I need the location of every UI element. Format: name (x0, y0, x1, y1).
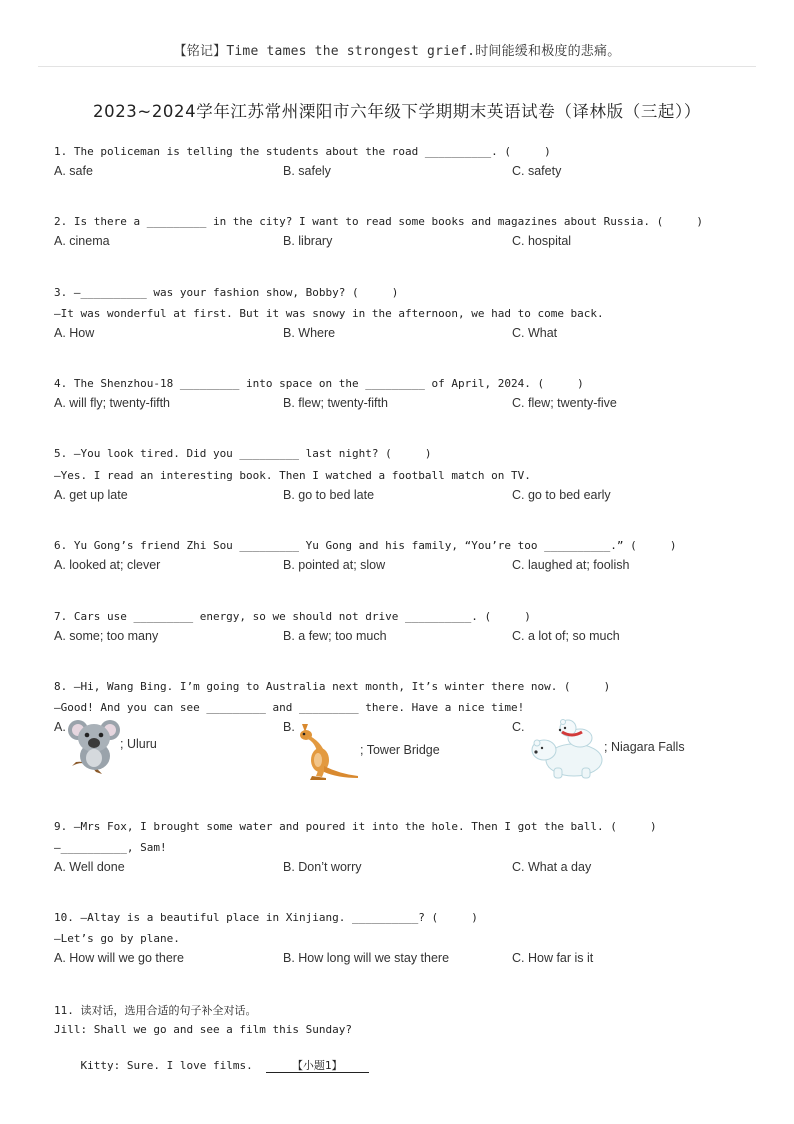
question-stem: 2. Is there a _________ in the city? I want to read some books and magazines about Russia. ( ) (54, 215, 704, 228)
question-stem: 7. Cars use _________ energy, so we should not drive __________. ( ) (54, 610, 531, 623)
koala-image (66, 716, 122, 776)
option-c: C. flew; twenty-five (512, 396, 617, 410)
option-c: C. safety (512, 164, 562, 178)
dialogue-instruction: 11. 读对话，选用合适的句子补全对话。 (54, 1004, 257, 1017)
dialogue-line-jill: Jill: Shall we go and see a film this Sunday? (54, 1023, 353, 1036)
option-c-caption: ; Niagara Falls (604, 740, 685, 754)
option-b: B. pointed at; slow (283, 558, 386, 572)
question-stem: 5. —You look tired. Did you _________ last night? ( ) (54, 447, 432, 460)
option-b: B. How long will we stay there (283, 951, 450, 965)
option-b: B. go to bed late (283, 488, 375, 502)
option-b-caption: ; Tower Bridge (360, 743, 440, 757)
header-divider (38, 66, 756, 67)
option-a: A. get up late (54, 488, 128, 502)
option-a: A. (54, 720, 66, 734)
option-a: A. How (54, 326, 95, 340)
option-b: B. safely (283, 164, 331, 178)
option-b: B. Where (283, 326, 336, 340)
question-response: —Yes. I read an interesting book. Then I watched a football match on TV. (54, 469, 531, 482)
page-title: 2023~2024学年江苏常州溧阳市六年级下学期期末英语试卷（译林版（三起）） (93, 102, 701, 121)
option-b: B. library (283, 234, 333, 248)
option-c: C. What (512, 326, 558, 340)
question-stem: 4. The Shenzhou-18 _________ into space on the _________ of April, 2024. ( ) (54, 377, 584, 390)
option-b: B. (283, 720, 295, 734)
option-a: A. will fly; twenty-fifth (54, 396, 170, 410)
question-stem: 6. Yu Gong’s friend Zhi Sou _________ Yu Gong and his family, “You’re too __________.” ( ) (54, 539, 677, 552)
option-b: B. a few; too much (283, 629, 387, 643)
option-c: C. go to bed early (512, 488, 611, 502)
option-a: A. safe (54, 164, 93, 178)
option-a: A. looked at; clever (54, 558, 161, 572)
question-stem: 10. —Altay is a beautiful place in Xinjiang. __________? ( ) (54, 911, 478, 924)
option-a: A. some; too many (54, 629, 159, 643)
blank-subquestion-1[interactable]: 【小题1】 (266, 1059, 369, 1073)
option-c: C. How far is it (512, 951, 594, 965)
polar-bears-image (530, 716, 606, 780)
header-quote: 【铭记】Time tames the strongest grief.时间能缓和极度的悲痛。 (173, 44, 621, 59)
option-a: A. How will we go there (54, 951, 184, 965)
kangaroo-image (296, 720, 362, 784)
question-response: —Good! And you can see _________ and _________ there. Have a nice time! (54, 701, 525, 714)
option-c: C. What a day (512, 860, 592, 874)
question-response: —It was wonderful at first. But it was snowy in the afternoon, we had to come back. (54, 307, 604, 320)
dialogue-line-text: Kitty: Sure. I love films. (80, 1059, 266, 1072)
option-a-caption: ; Uluru (120, 737, 157, 751)
dialogue-line-kitty (54, 1044, 369, 1086)
option-c: C. hospital (512, 234, 572, 248)
option-c: C. (512, 720, 525, 734)
question-stem: 8. —Hi, Wang Bing. I’m going to Australia next month, It’s winter there now. ( ) (54, 680, 611, 693)
option-c: C. a lot of; so much (512, 629, 620, 643)
option-b: B. flew; twenty-fifth (283, 396, 388, 410)
option-a: A. cinema (54, 234, 110, 248)
question-response: —__________, Sam! (54, 841, 167, 854)
question-stem: 9. —Mrs Fox, I brought some water and poured it into the hole. Then I got the ball. ( ) (54, 820, 657, 833)
question-response: —Let’s go by plane. (54, 932, 180, 945)
question-stem: 3. —__________ was your fashion show, Bobby? ( ) (54, 286, 399, 299)
option-b: B. Don’t worry (283, 860, 362, 874)
option-a: A. Well done (54, 860, 125, 874)
question-stem: 1. The policeman is telling the students about the road __________. ( ) (54, 145, 551, 158)
option-c: C. laughed at; foolish (512, 558, 630, 572)
